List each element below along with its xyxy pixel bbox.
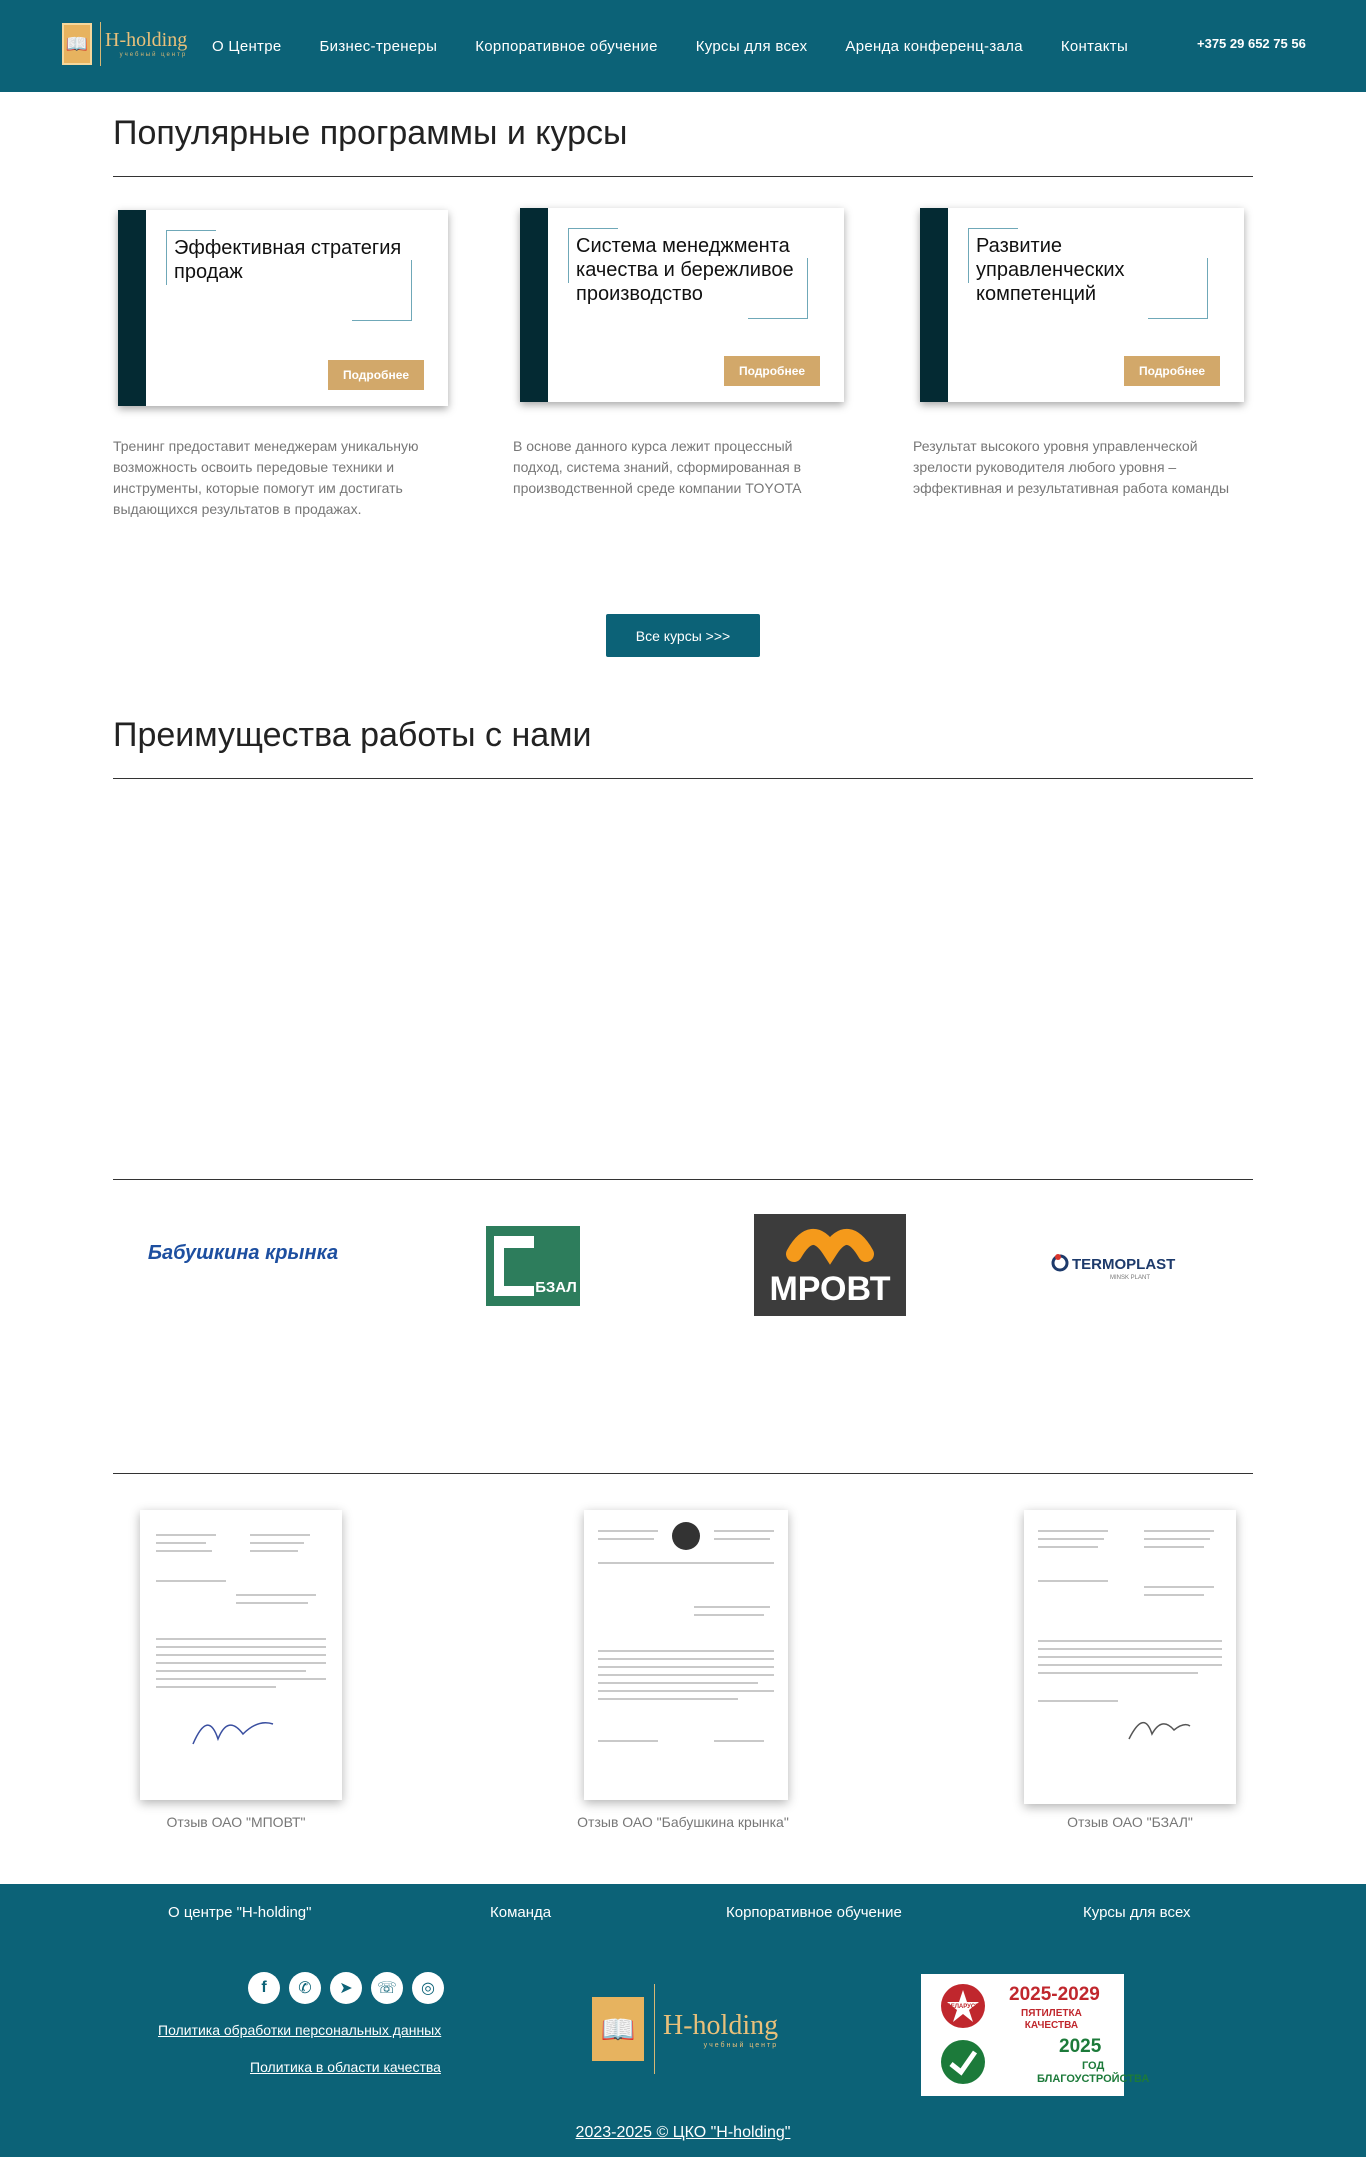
nav-contacts[interactable]: Контакты: [1060, 37, 1129, 55]
nav-courses[interactable]: Курсы для всех: [695, 37, 808, 55]
divider: [113, 778, 1253, 779]
copyright[interactable]: 2023-2025 © ЦКО "H-holding": [575, 2124, 791, 2141]
site-footer: [0, 1884, 1366, 2157]
logo-subtitle: учебный центр: [119, 52, 188, 58]
review-caption: Отзыв ОАО "БЗАЛ": [1067, 1814, 1193, 1830]
logo-text: H-holding: [663, 2009, 779, 2041]
client-name: БЗАЛ: [535, 1279, 577, 1296]
client-name: Бабушкина крынка: [147, 1242, 339, 1264]
social-links: [248, 1972, 453, 2004]
telegram-icon[interactable]: ➤: [330, 1972, 362, 2004]
quality-policy-link[interactable]: Политика в области качества: [250, 2059, 441, 2075]
more-button[interactable]: Подробнее: [724, 356, 820, 386]
client-subtitle: MINSK PLANT: [1110, 1275, 1151, 1281]
main-nav: [200, 0, 1166, 92]
badge-year: 2025: [1059, 2036, 1102, 2057]
review-letter-babushkina[interactable]: [584, 1510, 788, 1800]
course-title: Развитие управленческих компетенций: [976, 235, 1125, 305]
course-title: Эффективная стратегия продаж: [174, 237, 402, 283]
review-caption: Отзыв ОАО "Бабушкина крынка": [577, 1814, 789, 1830]
course-desc: Результат высокого уровня управленческой зрелости руководителя любого уровня – эффективная и результативная работа команды: [913, 438, 1230, 496]
badge-line4: БЛАГОУСТРОЙСТВА: [1037, 2073, 1150, 2085]
facebook-icon[interactable]: f: [248, 1972, 280, 2004]
course-card-quality[interactable]: [520, 208, 844, 402]
logo-text: H-holding: [105, 29, 188, 51]
client-logo-termoplast: [1050, 1248, 1196, 1282]
nav-rent[interactable]: Аренда конференц-зала: [845, 37, 1023, 55]
review-letter-mpovt[interactable]: [140, 1510, 342, 1800]
badge-line1: ПЯТИЛЕТКА: [1021, 2008, 1082, 2019]
quality-year-badge: [921, 1974, 1150, 2096]
site-header: [0, 0, 1366, 92]
emblem-text: БЕЛАРУСЬ: [946, 2004, 980, 2010]
instagram-icon[interactable]: ◎: [412, 1972, 444, 2004]
book-icon: 📖: [592, 1997, 644, 2061]
logo-subtitle: учебный центр: [703, 2041, 779, 2049]
advantages-title: Преимущества работы с нами: [113, 716, 592, 754]
footer-link-team[interactable]: Команда: [490, 1904, 552, 1921]
book-icon: 📖: [62, 23, 92, 65]
client-logo-bzal: [484, 1224, 582, 1308]
phone-link[interactable]: +375 29 652 75 56: [1197, 36, 1306, 51]
signature: [188, 1704, 278, 1754]
footer-link-corporate[interactable]: Корпоративное обучение: [726, 1904, 902, 1921]
client-logo-babushkina: [147, 1232, 339, 1296]
course-title: Система менеджмента качества и бережливое производство: [576, 235, 794, 305]
badge-line3: ГОД: [1081, 2060, 1105, 2072]
review-caption: Отзыв ОАО "МПОВТ": [166, 1814, 306, 1830]
course-desc: Тренинг предоставит менеджерам уникальную возможность освоить передовые техники и инструменты, которые помогут им достигать выдающихся результатов в продажах.: [113, 438, 419, 517]
footer-logo[interactable]: [592, 1984, 778, 2074]
logo[interactable]: [62, 22, 187, 66]
nav-corporate[interactable]: Корпоративное обучение: [475, 37, 658, 55]
divider: [113, 176, 1253, 177]
whatsapp-icon[interactable]: ✆: [289, 1972, 321, 2004]
all-courses-button[interactable]: Все курсы >>>: [606, 614, 760, 657]
client-name: МРОВТ: [769, 1270, 891, 1308]
more-button[interactable]: Подробнее: [328, 360, 424, 390]
client-name: TERMOPLAST: [1072, 1256, 1176, 1273]
client-logo-mrovt: [754, 1214, 906, 1316]
divider: [113, 1179, 1253, 1180]
badge-years: 2025-2029: [1009, 1984, 1100, 2005]
star-emblem-icon: [935, 1982, 991, 2030]
badge-line2: КАЧЕСТВА: [1024, 2020, 1079, 2031]
green-emblem-icon: [935, 2038, 991, 2086]
course-desc: В основе данного курса лежит процессный подход, система знаний, сформированная в производственной среде компании TOYOTA: [513, 438, 802, 496]
signature: [1124, 1704, 1194, 1754]
footer-link-courses[interactable]: Курсы для всех: [1083, 1904, 1191, 1921]
more-button[interactable]: Подробнее: [1124, 356, 1220, 386]
emblem-icon: [666, 1518, 706, 1554]
popular-title: Популярные программы и курсы: [113, 114, 628, 152]
nav-trainers[interactable]: Бизнес-тренеры: [319, 37, 438, 55]
review-letter-bzal[interactable]: [1024, 1510, 1236, 1804]
viber-icon[interactable]: ☏: [371, 1972, 403, 2004]
footer-link-about[interactable]: О центре "H-holding": [168, 1904, 312, 1921]
nav-about[interactable]: О Центре: [212, 37, 282, 55]
privacy-policy-link[interactable]: Политика обработки персональных данных: [158, 2022, 442, 2038]
course-card-management[interactable]: [920, 208, 1244, 402]
divider: [113, 1473, 1253, 1474]
course-card-sales[interactable]: [118, 210, 448, 406]
